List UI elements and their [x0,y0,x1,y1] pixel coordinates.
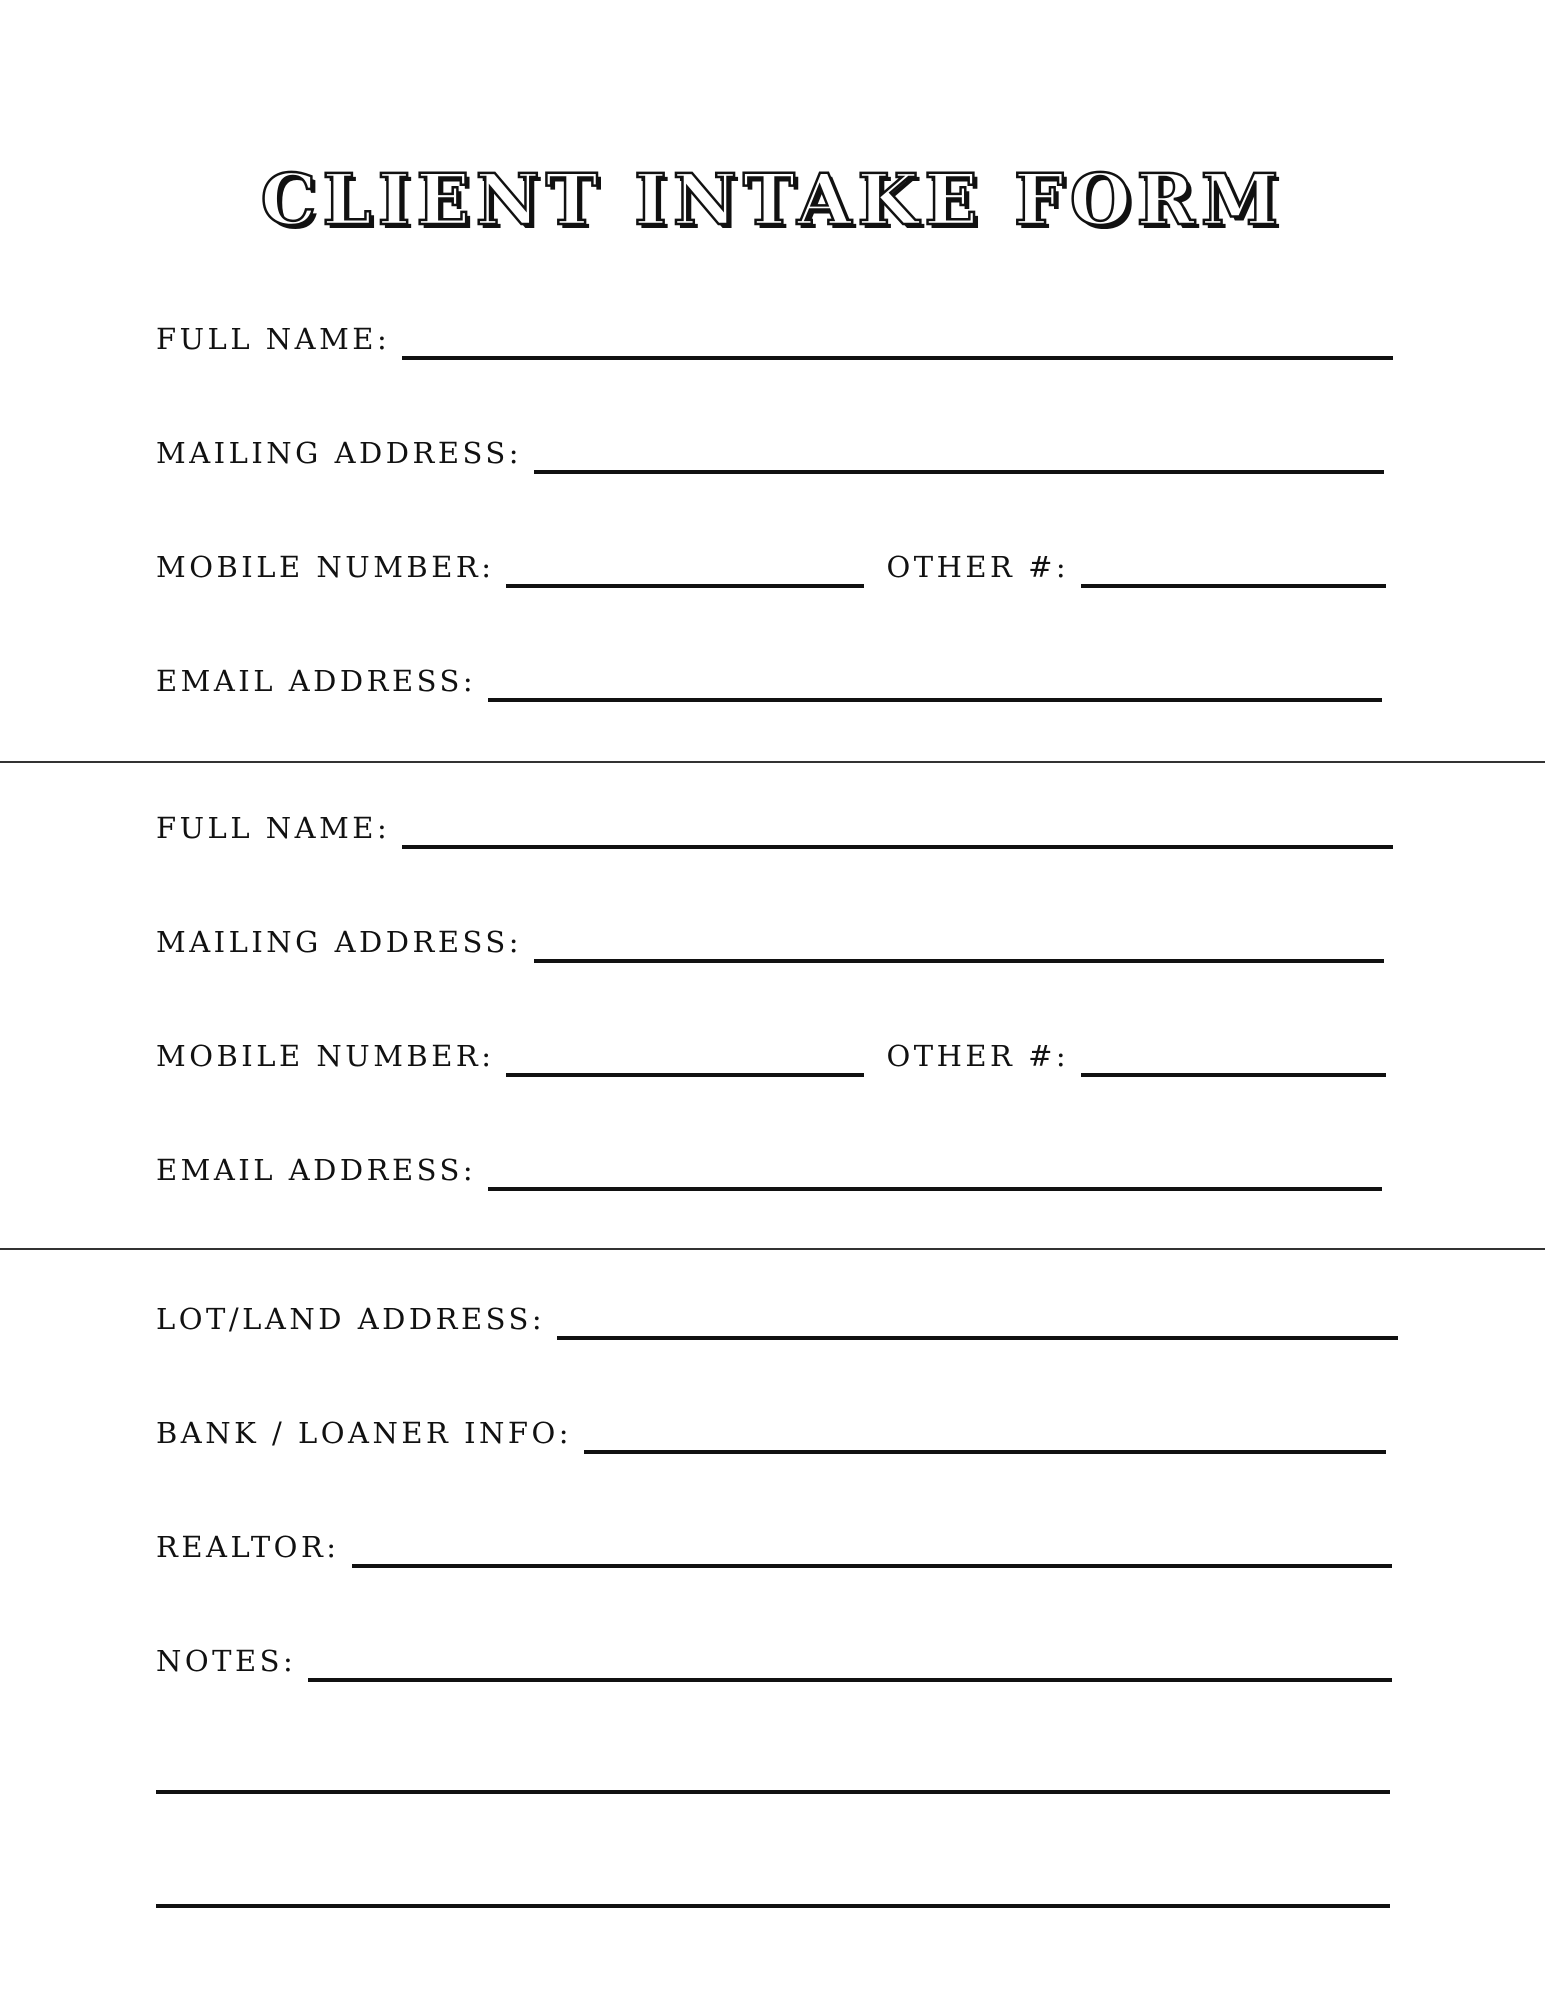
notes-label: NOTES: [156,1644,297,1678]
full-name-line[interactable] [402,356,1393,360]
section-divider [0,761,1545,763]
field-phone-numbers-1 [156,548,1386,588]
field-phone-numbers-2 [156,1037,1386,1077]
mailing-address-label: MAILING ADDRESS: [156,925,523,959]
full-name-label: FULL NAME: [156,322,391,356]
full-name-label: FULL NAME: [156,811,391,845]
field-full-name-2 [156,809,1393,849]
field-full-name-1 [156,320,1393,360]
field-mailing-address-2 [156,923,1384,963]
form-title: CLIENT INTAKE FORM [260,158,1285,241]
realtor-label: REALTOR: [156,1530,340,1564]
lot-land-address-label: LOT/LAND ADDRESS: [156,1302,546,1336]
mobile-number-label: MOBILE NUMBER: [156,550,495,584]
other-number-line[interactable] [1081,1073,1386,1077]
email-address-label: EMAIL ADDRESS: [156,1153,477,1187]
field-email-address-2 [156,1151,1382,1191]
notes-extra-line[interactable] [156,1790,1390,1794]
section-divider [0,1248,1545,1250]
lot-land-address-line[interactable] [557,1336,1398,1340]
mailing-address-line[interactable] [534,959,1384,963]
mailing-address-label: MAILING ADDRESS: [156,436,523,470]
email-address-line[interactable] [488,698,1382,702]
field-realtor [156,1528,1392,1568]
email-address-line[interactable] [488,1187,1382,1191]
field-email-address-1 [156,662,1382,702]
other-number-label: OTHER #: [886,1039,1070,1073]
bank-loaner-info-line[interactable] [584,1450,1386,1454]
mobile-number-label: MOBILE NUMBER: [156,1039,495,1073]
field-bank-loaner-info [156,1414,1386,1454]
notes-extra-line[interactable] [156,1904,1390,1908]
notes-line[interactable] [308,1678,1392,1682]
other-number-label: OTHER #: [886,550,1070,584]
mobile-number-line[interactable] [506,584,864,588]
bank-loaner-info-label: BANK / LOANER INFO: [156,1416,573,1450]
field-notes [156,1642,1392,1682]
mailing-address-line[interactable] [534,470,1384,474]
realtor-line[interactable] [352,1564,1392,1568]
other-number-line[interactable] [1081,584,1386,588]
email-address-label: EMAIL ADDRESS: [156,664,477,698]
full-name-line[interactable] [402,845,1393,849]
mobile-number-line[interactable] [506,1073,864,1077]
field-mailing-address-1 [156,434,1384,474]
field-lot-land-address [156,1300,1398,1340]
